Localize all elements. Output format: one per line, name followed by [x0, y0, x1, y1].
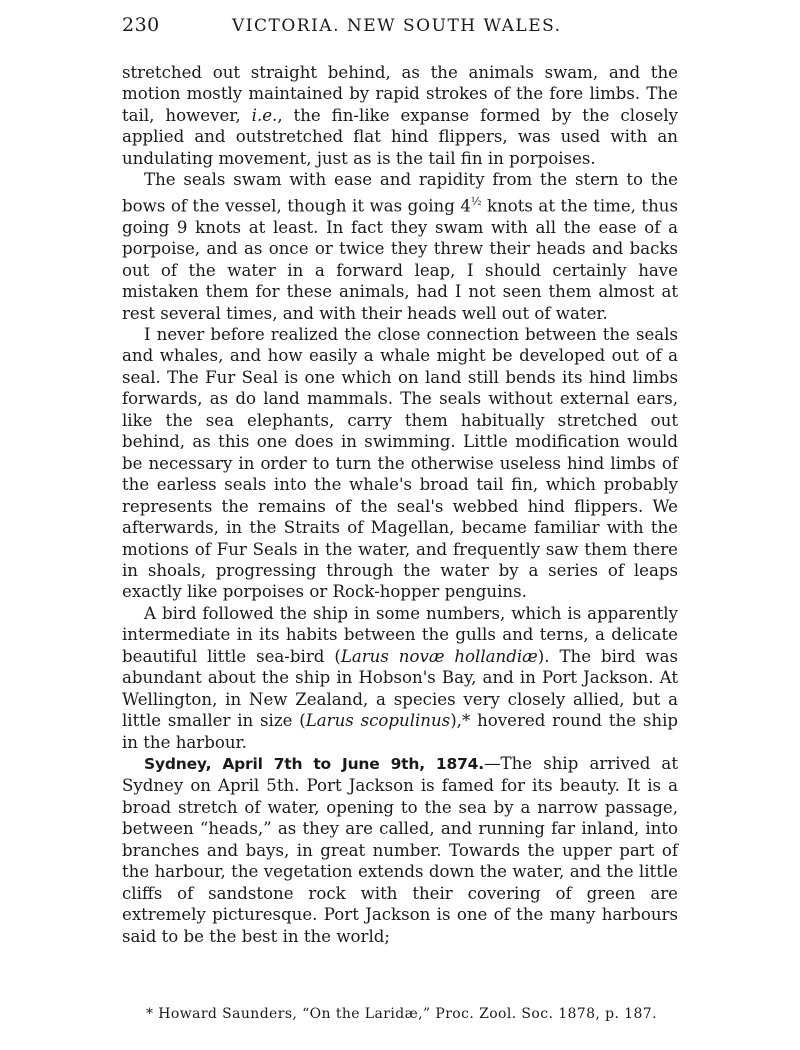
paragraph-2-text-a: The seals swam with ease and rapidity from the stern to the bows of the vessel, though it was going 4	[122, 170, 678, 216]
book-page	[122, 14, 678, 947]
paragraph-4-text-a: A bird followed the ship in some numbers, which is apparently intermediate in its habits between the gulls and terns, a delicate beautiful little sea-bird (	[122, 603, 678, 666]
ie-abbrev: i.e.	[251, 105, 278, 125]
species-name-1: Larus novæ hollandiæ	[340, 646, 538, 666]
paragraph-5	[122, 753, 678, 947]
page-header	[122, 14, 678, 44]
paragraph-1	[122, 62, 678, 169]
paragraph-5-text: —The ship arrived at Sydney on April 5th. Port Jackson is famed for its beauty. It is a broad stretch of water, opening to the sea by a narrow passage, between “heads,” as they are called, and running far inland, into branches and bays, in great number. Towards the upper part of the harbour, the vegetation extends down the water, and the little cliffs of sandstone rock with their covering of green are extremely picturesque. Port Jackson is one of the many harbours said to be the best in the world;	[122, 754, 678, 946]
paragraph-4-text-c: ),* hovered round the ship in the harbour.	[122, 711, 678, 752]
paragraph-2	[122, 169, 678, 324]
paragraph-3: I never before realized the close connection between the seals and whales, and how easily a whale might be developed out of a seal. The Fur Seal is one which on land still bends its hind limbs forwards, as do land mammals. The seals without external ears, like the sea elephants, carry them habitually stretched out behind, as this one does in swimming. Little modification would be necessary in order to turn the otherwise useless hind limbs of the earless seals into the whale's broad tail fin, which probably represents the remains of the seal's webbed hind flippers. We afterwards, in the Straits of Magellan, became familiar with the motions of Fur Seals in the water, and frequently saw them there in shoals, progressing through the water by a series of leaps exactly like porpoises or Rock-hopper penguins.	[122, 324, 678, 602]
paragraph-1-text: stretched out straight behind, as the animals swam, and the motion mostly maintained by rapid strokes of the fore limbs. The tail, however,	[122, 63, 678, 125]
paragraph-1-continued: , the fin-like expanse formed by the closely applied and outstretched flat hind flippers, was used with an undulating movement, just as is the tail fin in porpoises.	[122, 105, 679, 168]
paragraph-4	[122, 603, 678, 753]
paragraph-2-text-b: knots at the time, thus going 9 knots at least. In fact they swam with all the ease of a porpoise, and as once or twice they threw their heads and backs out of the water in a forward leap, I should certainly have mistaken them for these animals, had I not seen them almost at rest several times, and with their heads well out of water.	[122, 196, 678, 323]
running-title: VICTORIA. NEW SOUTH WALES.	[232, 16, 562, 36]
body-text	[122, 62, 678, 947]
paragraph-4-text-b: ). The bird was abundant about the ship in Hobson's Bay, and in Port Jackson. At Wellington, in New Zealand, a species very closely allied, but a little smaller in size (	[122, 646, 678, 731]
section-heading: Sydney, April 7th to June 9th, 1874.	[144, 755, 484, 774]
footnote: * Howard Saunders, “On the Laridæ,” Proc. Zool. Soc. 1878, p. 187.	[146, 1006, 657, 1022]
page-number: 230	[122, 14, 160, 36]
species-name-2: Larus scopulinus	[305, 711, 451, 731]
half-fraction: ½	[470, 194, 482, 208]
